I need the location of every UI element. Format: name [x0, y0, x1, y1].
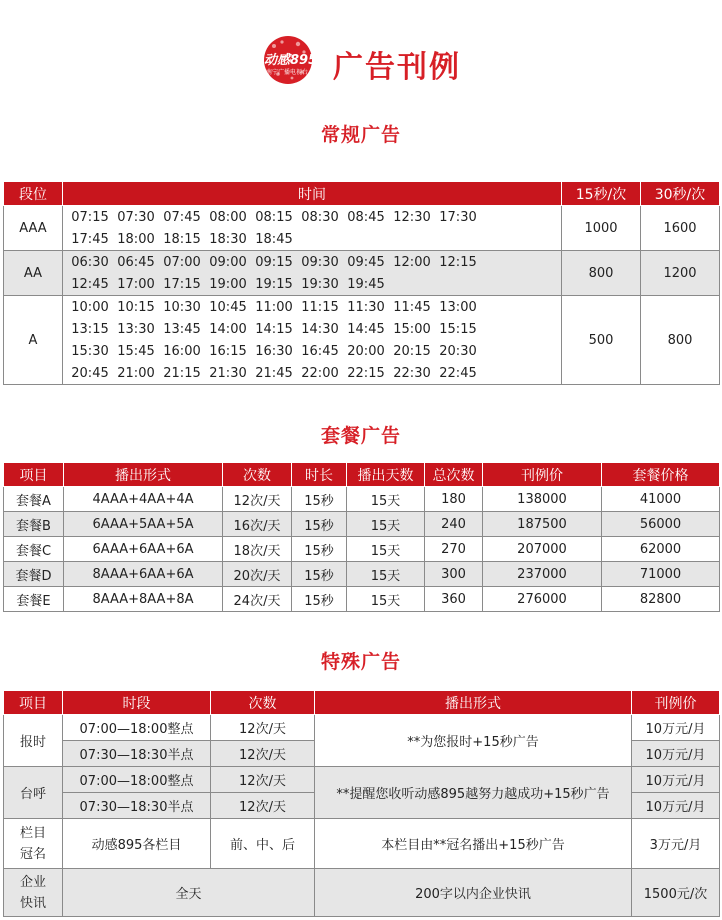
package-header-cell: 时长	[292, 463, 347, 487]
time-slot: 13:30	[117, 321, 155, 337]
regular-times	[63, 296, 562, 385]
time-slot: 18:45	[255, 231, 293, 247]
package-cell: 240	[425, 512, 483, 537]
special-table	[3, 690, 720, 917]
time-slot: 17:30	[439, 209, 477, 225]
time-slot: 19:30	[301, 276, 339, 292]
package-cell: 71000	[602, 562, 720, 587]
special-item-baoshi: 报时	[4, 715, 63, 767]
special-price: 10万元/月	[632, 767, 720, 793]
time-slot: 11:15	[301, 299, 339, 315]
package-row	[4, 487, 720, 512]
time-slot: 09:45	[347, 254, 385, 270]
regular-table	[3, 181, 720, 385]
time-line	[67, 228, 561, 250]
time-slot: 08:30	[301, 209, 339, 225]
time-slot: 20:15	[393, 343, 431, 359]
time-slot: 21:15	[163, 365, 201, 381]
time-slot: 14:45	[347, 321, 385, 337]
package-header-cell: 播出天数	[347, 463, 425, 487]
regular-price-15s: 1000	[562, 206, 641, 251]
time-slot: 22:15	[347, 365, 385, 381]
time-slot: 09:30	[301, 254, 339, 270]
time-slot: 07:45	[163, 209, 201, 225]
package-cell: 360	[425, 587, 483, 612]
package-cell: 套餐B	[4, 512, 64, 537]
time-slot: 13:00	[439, 299, 477, 315]
time-slot: 07:30	[117, 209, 155, 225]
regular-price-15s: 800	[562, 251, 641, 296]
regular-header-15s: 15秒/次	[562, 182, 641, 206]
time-slot: 18:00	[117, 231, 155, 247]
time-slot: 12:00	[393, 254, 431, 270]
package-row	[4, 537, 720, 562]
special-header-slot: 时段	[63, 691, 211, 715]
package-cell: 15秒	[292, 512, 347, 537]
special-item-qiye-line1: 企业	[19, 874, 46, 890]
special-count: 12次/天	[211, 767, 315, 793]
time-slot: 06:30	[71, 254, 109, 270]
special-format-taihu: **提醒您收听动感895越努力越成功+15秒广告	[315, 767, 632, 819]
special-item-taihu: 台呼	[4, 767, 63, 819]
package-cell: 15秒	[292, 562, 347, 587]
time-line	[67, 362, 561, 384]
special-item-lanmu	[4, 819, 63, 869]
package-section-title: 套餐广告	[320, 425, 401, 447]
special-item-qiye-line2: 快讯	[19, 895, 46, 911]
time-slot: 08:15	[255, 209, 293, 225]
time-slot: 15:30	[71, 343, 109, 359]
package-header-cell: 次数	[223, 463, 292, 487]
time-slot: 14:15	[255, 321, 293, 337]
package-cell: 180	[425, 487, 483, 512]
time-slot: 13:45	[163, 321, 201, 337]
package-cell: 138000	[483, 487, 602, 512]
package-header-cell: 套餐价格	[602, 463, 720, 487]
special-format-lanmu: 本栏目由**冠名播出+15秒广告	[315, 819, 632, 869]
package-cell: 15秒	[292, 537, 347, 562]
time-slot: 13:15	[71, 321, 109, 337]
package-cell: 56000	[602, 512, 720, 537]
time-slot: 18:30	[209, 231, 247, 247]
time-slot: 15:00	[393, 321, 431, 337]
time-slot: 08:00	[209, 209, 247, 225]
time-slot: 07:00	[163, 254, 201, 270]
special-slot: 07:30—18:30半点	[63, 741, 211, 767]
special-slot: 07:00—18:00整点	[63, 715, 211, 741]
package-cell: 6AAA+5AA+5A	[64, 512, 223, 537]
time-slot: 20:30	[439, 343, 477, 359]
package-header-cell: 项目	[4, 463, 64, 487]
package-row	[4, 562, 720, 587]
time-slot: 19:00	[209, 276, 247, 292]
time-line	[67, 340, 561, 362]
time-slot: 19:15	[255, 276, 293, 292]
package-cell: 套餐D	[4, 562, 64, 587]
time-slot: 15:15	[439, 321, 477, 337]
special-slot: 07:30—18:30半点	[63, 793, 211, 819]
package-cell: 套餐C	[4, 537, 64, 562]
package-cell: 15天	[347, 587, 425, 612]
special-slot: 全天	[63, 869, 315, 917]
package-cell: 237000	[483, 562, 602, 587]
package-header-cell: 总次数	[425, 463, 483, 487]
package-cell: 276000	[483, 587, 602, 612]
regular-price-15s: 500	[562, 296, 641, 385]
time-slot: 14:00	[209, 321, 247, 337]
special-section-title: 特殊广告	[320, 651, 401, 673]
time-slot: 11:00	[255, 299, 293, 315]
time-line	[67, 273, 561, 295]
package-table	[3, 462, 720, 612]
regular-header-time: 时间	[63, 182, 562, 206]
package-cell: 16次/天	[223, 512, 292, 537]
package-cell: 套餐E	[4, 587, 64, 612]
time-slot: 10:30	[163, 299, 201, 315]
time-slot: 20:45	[71, 365, 109, 381]
package-cell: 6AAA+6AA+6A	[64, 537, 223, 562]
time-slot: 22:45	[439, 365, 477, 381]
time-slot: 16:00	[163, 343, 201, 359]
special-header-format: 播出形式	[315, 691, 632, 715]
package-cell: 41000	[602, 487, 720, 512]
package-cell: 8AAA+8AA+8A	[64, 587, 223, 612]
regular-header-tier: 段位	[4, 182, 63, 206]
time-slot: 09:15	[255, 254, 293, 270]
special-price: 10万元/月	[632, 741, 720, 767]
package-cell: 62000	[602, 537, 720, 562]
time-slot: 16:30	[255, 343, 293, 359]
time-line	[67, 296, 561, 318]
special-slot: 07:00—18:00整点	[63, 767, 211, 793]
special-format-qiye: 200字以内企业快讯	[315, 869, 632, 917]
time-slot: 17:45	[71, 231, 109, 247]
time-slot: 12:30	[393, 209, 431, 225]
header	[0, 28, 722, 92]
package-cell: 24次/天	[223, 587, 292, 612]
package-header-cell: 播出形式	[64, 463, 223, 487]
time-slot: 21:00	[117, 365, 155, 381]
time-slot: 10:45	[209, 299, 247, 315]
special-item-qiye	[4, 869, 63, 917]
time-line	[67, 206, 561, 228]
time-slot: 21:45	[255, 365, 293, 381]
package-row	[4, 587, 720, 612]
time-slot: 22:30	[393, 365, 431, 381]
time-slot: 06:45	[117, 254, 155, 270]
regular-price-30s: 800	[641, 296, 720, 385]
package-cell: 300	[425, 562, 483, 587]
special-price: 10万元/月	[632, 715, 720, 741]
package-cell: 15天	[347, 512, 425, 537]
special-count: 12次/天	[211, 741, 315, 767]
package-cell: 270	[425, 537, 483, 562]
regular-row	[4, 251, 720, 296]
time-slot: 09:00	[209, 254, 247, 270]
special-row-taihu-1	[4, 767, 720, 793]
time-slot: 17:00	[117, 276, 155, 292]
regular-header-30s: 30秒/次	[641, 182, 720, 206]
time-slot: 12:45	[71, 276, 109, 292]
time-line	[67, 251, 561, 273]
regular-times	[63, 206, 562, 251]
package-cell: 187500	[483, 512, 602, 537]
package-cell: 15秒	[292, 487, 347, 512]
package-cell: 18次/天	[223, 537, 292, 562]
special-count: 12次/天	[211, 715, 315, 741]
regular-row	[4, 296, 720, 385]
time-line	[67, 318, 561, 340]
time-slot: 16:15	[209, 343, 247, 359]
special-item-lanmu-line1: 栏目	[19, 825, 46, 841]
time-slot: 08:45	[347, 209, 385, 225]
regular-section-title: 常规广告	[320, 124, 401, 146]
time-slot: 10:15	[117, 299, 155, 315]
station-logo-icon	[258, 34, 326, 90]
regular-tier: AAA	[4, 206, 63, 251]
package-cell: 15秒	[292, 587, 347, 612]
time-slot: 11:45	[393, 299, 431, 315]
time-slot: 20:00	[347, 343, 385, 359]
package-cell: 套餐A	[4, 487, 64, 512]
special-slot: 动感895各栏目	[63, 819, 211, 869]
special-header-price: 刊例价	[632, 691, 720, 715]
time-slot: 18:15	[163, 231, 201, 247]
regular-price-30s: 1600	[641, 206, 720, 251]
regular-tier: AA	[4, 251, 63, 296]
package-cell: 15天	[347, 487, 425, 512]
time-slot: 16:45	[301, 343, 339, 359]
special-row-qiye	[4, 869, 720, 917]
special-row-lanmu	[4, 819, 720, 869]
special-price: 1500元/次	[632, 869, 720, 917]
regular-tier: A	[4, 296, 63, 385]
package-cell: 8AAA+6AA+6A	[64, 562, 223, 587]
package-row	[4, 512, 720, 537]
regular-row	[4, 206, 720, 251]
time-slot: 12:15	[439, 254, 477, 270]
package-cell: 15天	[347, 562, 425, 587]
special-format-baoshi: **为您报时+15秒广告	[315, 715, 632, 767]
package-cell: 4AAA+4AA+4A	[64, 487, 223, 512]
regular-price-30s: 1200	[641, 251, 720, 296]
special-header-count: 次数	[211, 691, 315, 715]
time-slot: 11:30	[347, 299, 385, 315]
special-price: 10万元/月	[632, 793, 720, 819]
time-slot: 21:30	[209, 365, 247, 381]
logo-text-top: 动感895	[264, 53, 318, 68]
time-slot: 14:30	[301, 321, 339, 337]
special-item-lanmu-line2: 冠名	[19, 846, 46, 862]
package-cell: 15天	[347, 537, 425, 562]
time-slot: 07:15	[71, 209, 109, 225]
special-header-item: 项目	[4, 691, 63, 715]
package-cell: 12次/天	[223, 487, 292, 512]
page-title: 广告刊例	[333, 50, 461, 85]
package-header-cell: 刊例价	[483, 463, 602, 487]
package-cell: 20次/天	[223, 562, 292, 587]
time-slot: 22:00	[301, 365, 339, 381]
logo-text-bottom: 南宁广播电视台	[266, 69, 309, 76]
time-slot: 10:00	[71, 299, 109, 315]
regular-times	[63, 251, 562, 296]
special-price: 3万元/月	[632, 819, 720, 869]
time-slot: 15:45	[117, 343, 155, 359]
special-count: 前、中、后	[211, 819, 315, 869]
package-cell: 82800	[602, 587, 720, 612]
time-slot: 17:15	[163, 276, 201, 292]
special-row-baoshi-1	[4, 715, 720, 741]
time-slot: 19:45	[347, 276, 385, 292]
special-count: 12次/天	[211, 793, 315, 819]
package-cell: 207000	[483, 537, 602, 562]
